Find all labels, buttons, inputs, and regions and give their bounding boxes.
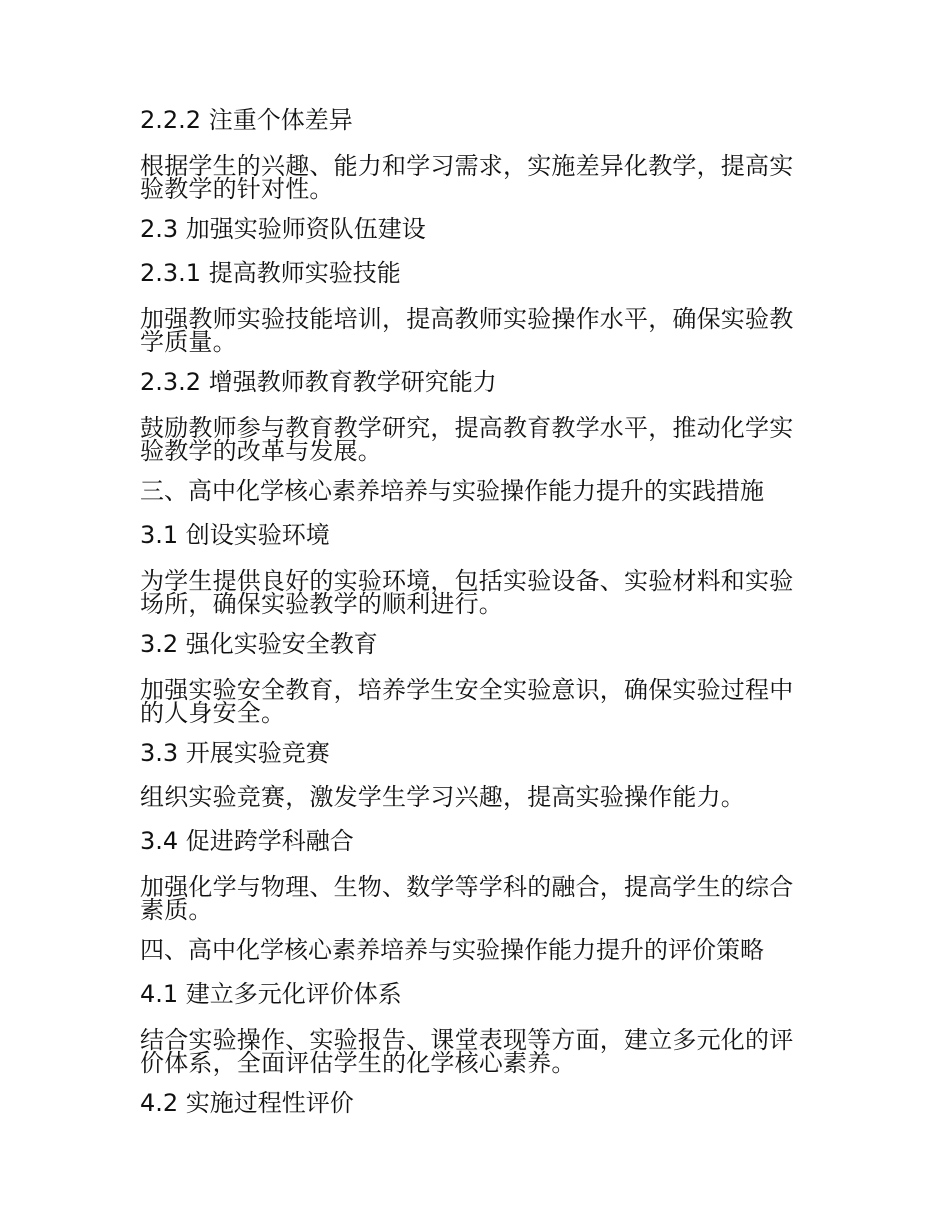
section-heading-2-3: 2.3 加强实验师资队伍建设	[140, 215, 426, 243]
paragraph-teacher-skills: 加强教师实验技能培训，提高教师实验操作水平，确保实验教学质量。	[140, 305, 794, 356]
paragraph-individual-differences: 根据学生的兴趣、能力和学习需求，实施差异化教学，提高实验教学的针对性。	[140, 152, 794, 203]
paragraph-lab-environment: 为学生提供良好的实验环境，包括实验设备、实验材料和实验场所，确保实验教学的顺利进行。	[140, 567, 794, 618]
paragraph-lab-competition: 组织实验竞赛，激发学生学习兴趣，提高实验操作能力。	[140, 783, 745, 811]
paragraph-diverse-evaluation: 结合实验操作、实验报告、课堂表现等方面，建立多元化的评价体系，全面评估学生的化学核心素养。	[140, 1026, 794, 1077]
section-heading-3-1: 3.1 创设实验环境	[140, 521, 330, 549]
paragraph-lab-safety: 加强实验安全教育，培养学生安全实验意识，确保实验过程中的人身安全。	[140, 676, 794, 727]
section-heading-2-3-1: 2.3.1 提高教师实验技能	[140, 259, 401, 287]
chapter-heading-4: 四、高中化学核心素养培养与实验操作能力提升的评价策略	[140, 936, 764, 964]
section-heading-3-2: 3.2 强化实验安全教育	[140, 630, 378, 658]
section-heading-4-2: 4.2 实施过程性评价	[140, 1089, 354, 1117]
paragraph-interdisciplinary: 加强化学与物理、生物、数学等学科的融合，提高学生的综合素质。	[140, 873, 794, 924]
section-heading-4-1: 4.1 建立多元化评价体系	[140, 980, 402, 1008]
section-heading-3-4: 3.4 促进跨学科融合	[140, 827, 354, 855]
section-heading-2-2-2: 2.2.2 注重个体差异	[140, 106, 353, 134]
document-page	[140, 104, 815, 1131]
paragraph-teacher-research: 鼓励教师参与教育教学研究，提高教育教学水平，推动化学实验教学的改革与发展。	[140, 414, 794, 465]
section-heading-2-3-2: 2.3.2 增强教师教育教学研究能力	[140, 368, 497, 396]
chapter-heading-3: 三、高中化学核心素养培养与实验操作能力提升的实践措施	[140, 477, 764, 505]
section-heading-3-3: 3.3 开展实验竞赛	[140, 739, 330, 767]
